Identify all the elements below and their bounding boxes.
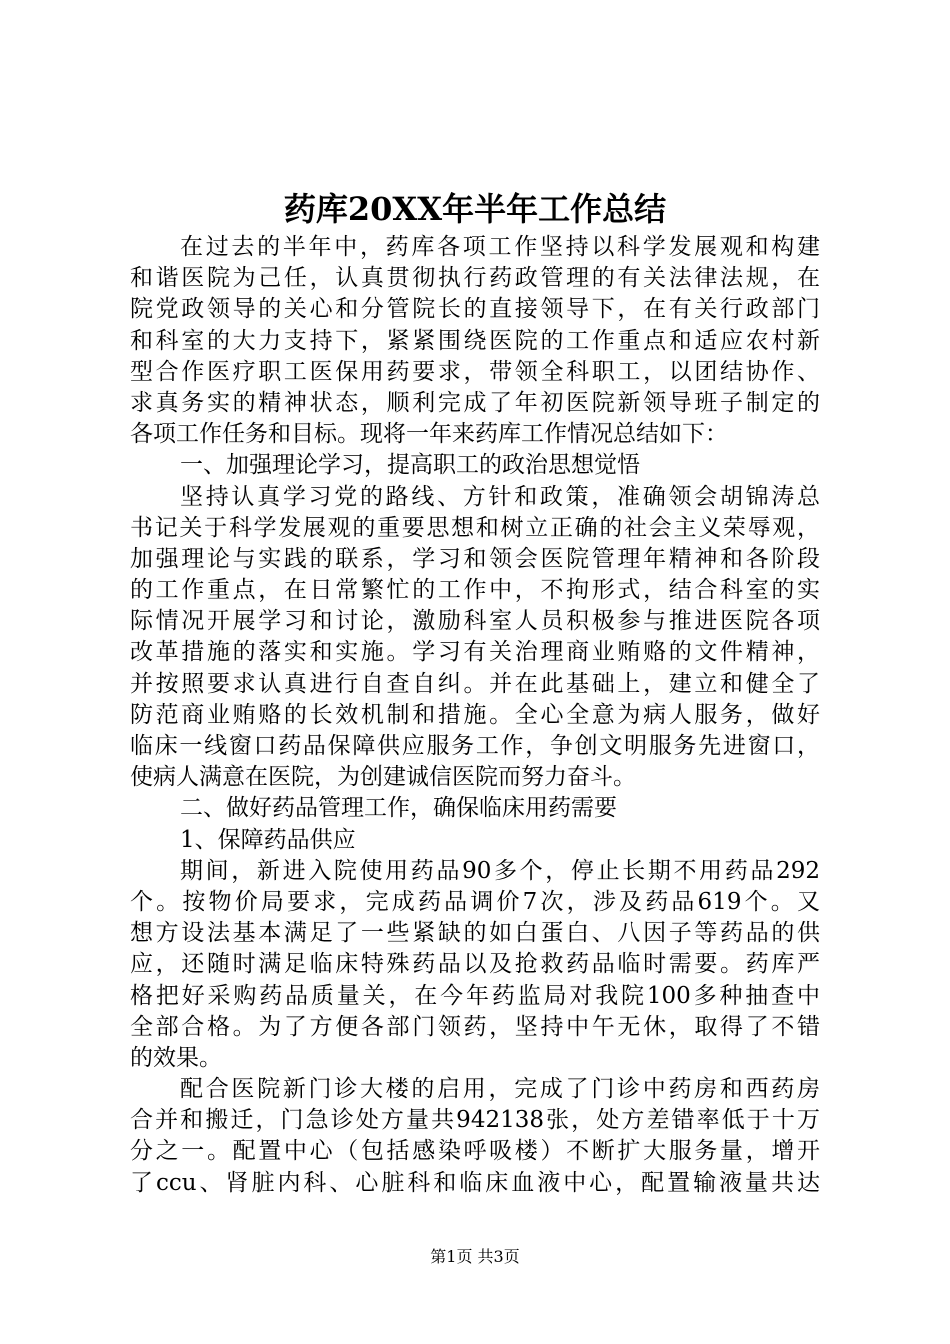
text-line: 和科室的大力支持下，紧紧围绕医院的工作重点和适应农村新: [130, 327, 820, 354]
text-line: 的效果。: [130, 1044, 222, 1071]
text-line: 加强理论与实践的联系，学习和领会医院管理年精神和各阶段: [130, 545, 820, 572]
text-line: 期间，新进入院使用药品90多个，停止长期不用药品292: [180, 857, 820, 884]
text-line: 一、加强理论学习，提高职工的政治思想觉悟: [180, 452, 640, 479]
text-line: 1、保障药品供应: [180, 826, 356, 853]
document-body: [130, 232, 820, 1199]
text-line: 使病人满意在医院，为创建诚信医院而努力奋斗。: [130, 764, 636, 791]
text-line: 坚持认真学习党的路线、方针和政策，准确领会胡锦涛总: [180, 483, 820, 510]
text-line: 院党政领导的关心和分管院长的直接领导下，在有关行政部门: [130, 296, 820, 323]
text-line: 分之一。配置中心（包括感染呼吸楼）不断扩大服务量，增开: [130, 1138, 820, 1165]
page-footer: 第1页 共3页: [430, 1247, 520, 1266]
text-line: 全部合格。为了方便各部门领药，坚持中午无休，取得了不错: [130, 1013, 820, 1040]
text-line: 际情况开展学习和讨论，激励科室人员积极参与推进医院各项: [130, 608, 820, 635]
text-line: 临床一线窗口药品保障供应服务工作，争创文明服务先进窗口，: [130, 733, 820, 759]
text-line: 应，还随时满足临床特殊药品以及抢救药品临时需要。药库严: [130, 951, 820, 978]
text-line: 了ccu、肾脏内科、心脏科和临床血液中心，配置输液量共达: [130, 1169, 820, 1196]
text-line: 各项工作任务和目标。现将一年来药库工作情况总结如下：: [130, 421, 728, 448]
text-line: 并按照要求认真进行自查自纠。并在此基础上，建立和健全了: [130, 670, 820, 697]
text-line: 防范商业贿赂的长效机制和措施。全心全意为病人服务，做好: [130, 701, 820, 728]
text-line: 个。按物价局要求，完成药品调价7次，涉及药品619个。又: [130, 888, 820, 915]
text-line: 想方设法基本满足了一些紧缺的如白蛋白、八因子等药品的供: [130, 920, 820, 947]
text-line: 的工作重点，在日常繁忙的工作中，不拘形式，结合科室的实: [130, 577, 820, 604]
text-line: 型合作医疗职工医保用药要求，带领全科职工，以团结协作、: [130, 358, 820, 385]
text-line: 在过去的半年中，药库各项工作坚持以科学发展观和构建: [180, 234, 820, 260]
text-line: 二、做好药品管理工作，确保临床用药需要: [180, 795, 617, 822]
text-line: 改革措施的落实和实施。学习有关治理商业贿赂的文件精神，: [130, 639, 820, 666]
text-line: 求真务实的精神状态，顺利完成了年初医院新领导班子制定的: [130, 389, 820, 416]
document-title: 药库20XX年半年工作总结: [283, 190, 667, 228]
text-line: 格把好采购药品质量关，在今年药监局对我院100多种抽查中: [130, 982, 820, 1009]
text-line: 配合医院新门诊大楼的启用，完成了门诊中药房和西药房: [180, 1076, 820, 1103]
text-line: 和谐医院为己任，认真贯彻执行药政管理的有关法律法规，在: [130, 265, 820, 292]
text-line: 合并和搬迁，门急诊处方量共942138张，处方差错率低于十万: [130, 1107, 820, 1134]
text-line: 书记关于科学发展观的重要思想和树立正确的社会主义荣辱观，: [130, 514, 820, 541]
